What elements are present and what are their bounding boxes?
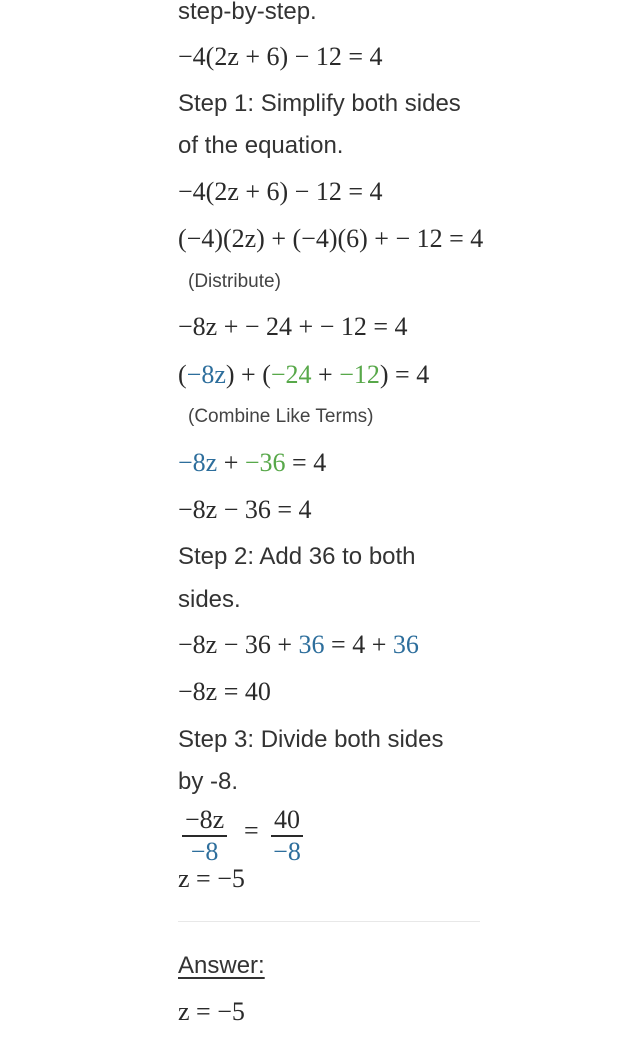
- plus-sign: +: [217, 448, 245, 477]
- combined-constant: −36: [244, 448, 286, 477]
- step1-equation-grouped: [178, 362, 429, 388]
- step3-result: z = −5: [178, 864, 245, 893]
- combine-like-terms-note: (Combine Like Terms): [188, 406, 374, 427]
- step2-equation-result: −8z = 40: [178, 677, 271, 706]
- answer-value: z = −5: [178, 997, 245, 1026]
- step1-equation-simplified: −8z − 36 = 4: [178, 495, 312, 524]
- combined-z-term: −8z: [178, 448, 218, 477]
- step3-heading-line1: Step 3: Divide both sides: [178, 726, 444, 753]
- fraction-right-numerator: 40: [271, 807, 303, 837]
- fraction-right: [271, 807, 303, 865]
- step2-heading-line1: Step 2: Add 36 to both: [178, 543, 416, 570]
- distribute-note: (Distribute): [188, 271, 281, 292]
- step1-equation-distributed: −8z + − 24 + − 12 = 4: [178, 312, 408, 341]
- like-term-z: −8z: [186, 360, 226, 389]
- equals-sign: =: [244, 816, 259, 845]
- equation-rest: = 4: [285, 448, 327, 477]
- step1-heading-line2: of the equation.: [178, 132, 344, 159]
- constant-term-2: −12: [339, 360, 380, 389]
- fraction-left: [182, 807, 227, 865]
- added-value-right: 36: [392, 630, 419, 659]
- problem-equation: −4(2z + 6) − 12 = 4: [178, 42, 383, 71]
- step2-heading-line2: sides.: [178, 586, 241, 613]
- plus-sign: +: [311, 360, 340, 389]
- group-separator: ) + (: [225, 360, 271, 389]
- divider: [178, 921, 480, 922]
- lhs-expression: −8z − 36 +: [178, 630, 299, 659]
- rhs-expression: = 4 +: [324, 630, 393, 659]
- step1-heading-line1: Step 1: Simplify both sides: [178, 90, 461, 117]
- fraction-left-numerator: −8z: [182, 807, 227, 837]
- step1-equation-combined: [178, 450, 326, 476]
- added-value-left: 36: [298, 630, 325, 659]
- answer-label: Answer:: [178, 952, 265, 979]
- step2-equation-add: [178, 632, 419, 658]
- fraction-left-denominator: −8: [190, 837, 219, 866]
- group-close: ) = 4: [379, 360, 430, 389]
- step3-heading-line2: by -8.: [178, 768, 239, 795]
- fraction-right-denominator: −8: [273, 837, 301, 866]
- open-paren: (: [178, 360, 187, 389]
- step1-equation-distribute: (−4)(2z) + (−4)(6) + − 12 = 4: [178, 224, 484, 253]
- constant-term-1: −24: [270, 360, 312, 389]
- intro-text-tail: step-by-step.: [178, 0, 317, 25]
- step1-equation-original: −4(2z + 6) − 12 = 4: [178, 177, 383, 206]
